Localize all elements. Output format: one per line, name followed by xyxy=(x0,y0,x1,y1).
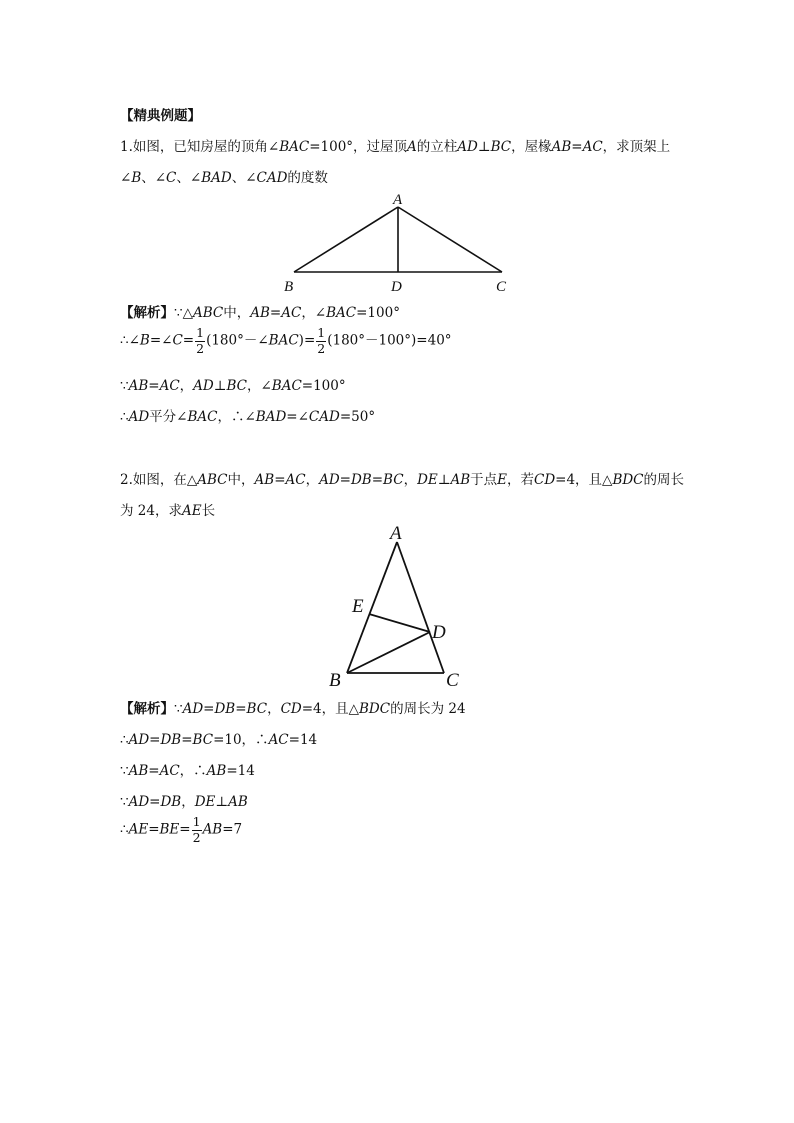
q1-solution-line-3: ∵AB=AC，AD⊥BC，∠BAC=100° xyxy=(120,378,346,394)
q1-label-d: D xyxy=(391,279,402,295)
q2-solution-line-4: ∵AD=DB，DE⊥AB xyxy=(120,794,248,810)
q2-label-d: D xyxy=(432,622,446,643)
q1-figure-triangle xyxy=(270,188,530,296)
q1-text-line-2: ∠B、∠C、∠BAD、∠CAD的度数 xyxy=(120,170,328,186)
q2-fraction-half: $\frac{1}{2}$ xyxy=(192,814,201,845)
q1-text-line-1: 1.如图，已知房屋的顶角∠BAC=100°，过屋顶A的立柱AD⊥BC，屋椽AB=AC，求顶架上 xyxy=(120,139,671,155)
q1-solution-line-1: 【解析】∵△ABC中，AB=AC，∠BAC=100° xyxy=(120,305,400,321)
q1-solution-line-2: ∴∠B=∠C= $\frac{1}{2}$ (180°－∠BAC)= $\frac{1}{2}$ (180°－100°)=40° xyxy=(120,325,452,356)
q1-label-b: B xyxy=(284,279,294,295)
q1-label-a: A xyxy=(393,192,403,208)
q2-solution-line-2: ∴AD=DB=BC=10，∴AC=14 xyxy=(120,732,318,748)
q2-label-b: B xyxy=(329,670,341,691)
q2-solution-line-5: ∴AE=BE= $\frac{1}{2}$ AB=7 xyxy=(120,814,243,845)
q1-side-ac xyxy=(398,207,502,272)
q2-solution-line-3: ∵AB=AC，∴AB=14 xyxy=(120,763,255,779)
q2-side-ac xyxy=(397,542,444,673)
q1-fraction-half-1: $\frac{1}{2}$ xyxy=(196,325,205,356)
q2-label-a: A xyxy=(390,523,402,544)
q2-text-line-2: 为 24，求AE长 xyxy=(120,503,216,519)
q2-text-line-1: 2.如图，在△ABC中，AB=AC，AD=DB=BC，DE⊥AB于点E，若CD=4，且△BDC的周长 xyxy=(120,472,685,488)
q2-figure-triangle xyxy=(322,518,472,694)
q2-label-e: E xyxy=(352,596,364,617)
q2-solution-line-1: 【解析】∵AD=DB=BC，CD=4，且△BDC的周长为 24 xyxy=(120,701,466,717)
q2-label-c: C xyxy=(446,670,459,691)
q2-segment-ed xyxy=(369,614,430,632)
section-title: 【精典例题】 xyxy=(120,108,201,124)
q1-solution-line-4: ∴AD平分∠BAC，∴∠BAD=∠CAD=50° xyxy=(120,409,376,425)
q1-fraction-half-2: $\frac{1}{2}$ xyxy=(317,325,326,356)
q1-label-c: C xyxy=(496,279,507,295)
q1-side-ab xyxy=(294,207,398,272)
